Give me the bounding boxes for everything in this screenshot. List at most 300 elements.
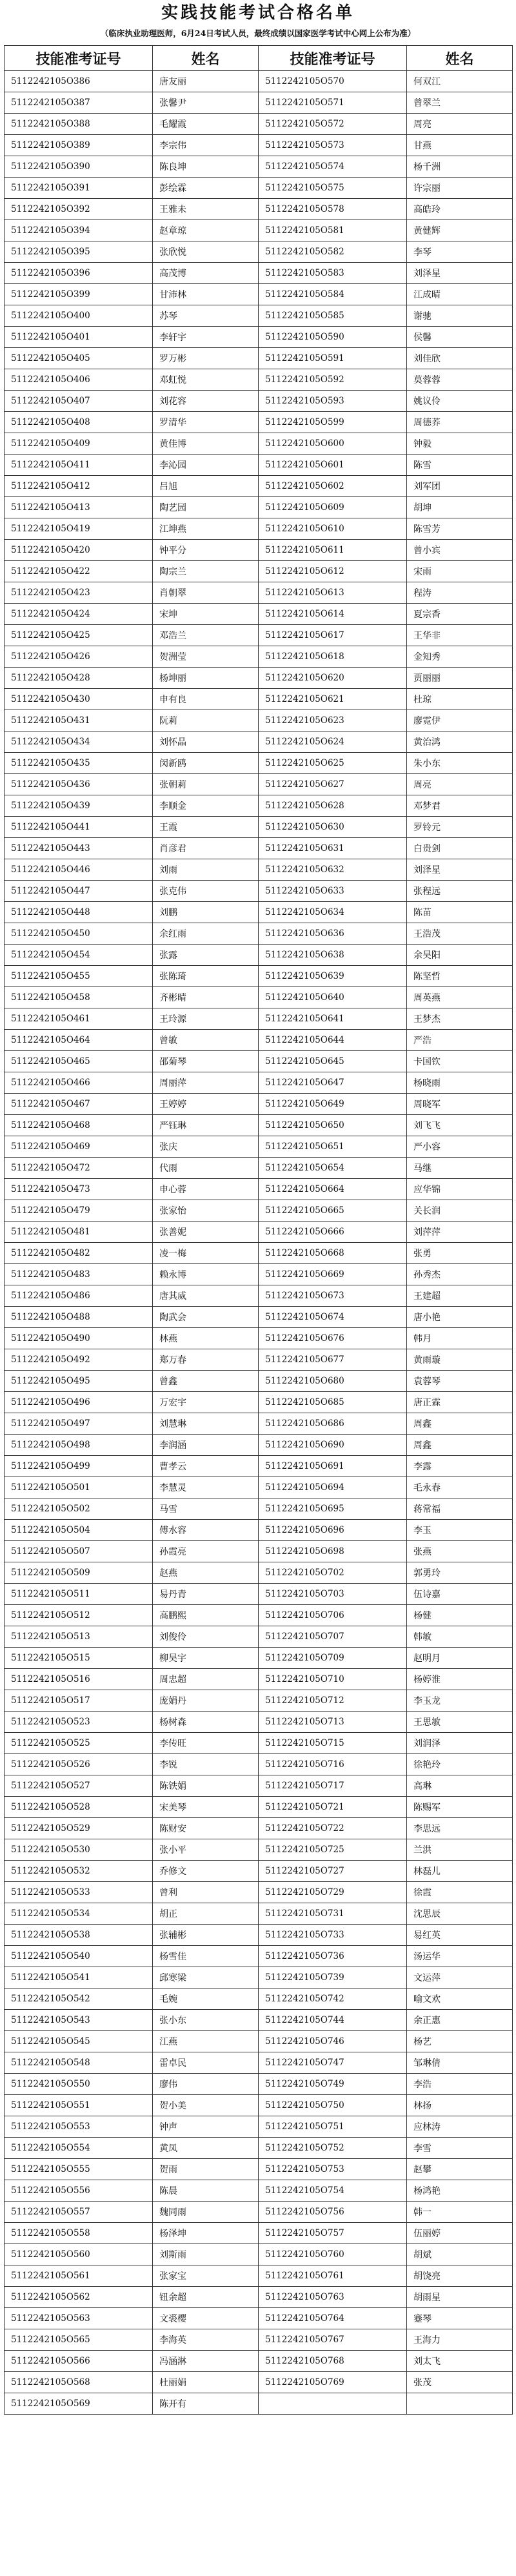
name-cell: 唐小艳 — [407, 1307, 513, 1328]
table-row — [5, 646, 513, 668]
exam-id-cell: 5112242105O614 — [259, 604, 407, 625]
exam-id-cell: 5112242105O450 — [5, 923, 153, 945]
exam-id-cell: 5112242105O465 — [5, 1051, 153, 1072]
table-row — [5, 1222, 513, 1243]
name-cell: 高鹏熙 — [153, 1605, 259, 1626]
name-cell: 郭勇玲 — [407, 1562, 513, 1584]
table-row — [5, 582, 513, 604]
name-cell: 陈良坤 — [153, 156, 259, 178]
page-title: 实践技能考试合格名单 — [161, 3, 355, 23]
exam-id-cell: 5112242105O412 — [5, 476, 153, 497]
exam-id-cell: 5112242105O554 — [5, 2138, 153, 2159]
exam-id-cell: 5112242105O431 — [5, 710, 153, 731]
table-row — [5, 2010, 513, 2031]
exam-id-cell: 5112242105O722 — [259, 1818, 407, 1839]
name-cell: 胡斌 — [407, 2244, 513, 2265]
name-cell: 李琴 — [407, 241, 513, 263]
table-row — [5, 2180, 513, 2202]
exam-id-cell: 5112242105O581 — [259, 220, 407, 241]
name-cell: 刘雨 — [153, 859, 259, 881]
name-cell: 甘燕 — [407, 135, 513, 156]
exam-id-cell: 5112242105O394 — [5, 220, 153, 241]
name-cell: 高琳 — [407, 1775, 513, 1797]
name-cell: 张程远 — [407, 881, 513, 902]
exam-id-cell: 5112242105O617 — [259, 625, 407, 646]
name-cell: 陶宗兰 — [153, 561, 259, 582]
exam-id-cell: 5112242105O548 — [5, 2052, 153, 2074]
exam-id-cell: 5112242105O396 — [5, 263, 153, 284]
exam-id-cell: 5112242105O389 — [5, 135, 153, 156]
name-cell: 李慧灵 — [153, 1477, 259, 1498]
table-row — [5, 625, 513, 646]
table-row — [5, 1712, 513, 1733]
name-cell: 李玉龙 — [407, 1690, 513, 1712]
name-cell: 闵新鸥 — [153, 753, 259, 774]
table-row — [5, 1072, 513, 1094]
name-cell: 白贵剑 — [407, 838, 513, 859]
exam-id-cell: 5112242105O558 — [5, 2223, 153, 2244]
exam-id-cell: 5112242105O568 — [5, 2372, 153, 2393]
exam-id-cell: 5112242105O593 — [259, 391, 407, 412]
name-cell: 凌一梅 — [153, 1243, 259, 1264]
exam-id-cell: 5112242105O473 — [5, 1179, 153, 1200]
table-row — [5, 2329, 513, 2351]
name-cell: 李润涵 — [153, 1435, 259, 1456]
exam-id-cell: 5112242105O534 — [5, 1903, 153, 1925]
exam-id-cell: 5112242105O407 — [5, 391, 153, 412]
column-header-exam-id: 技能准考证号 — [5, 46, 153, 71]
exam-id-cell: 5112242105O645 — [259, 1051, 407, 1072]
name-cell: 黄凤 — [153, 2138, 259, 2159]
table-row — [5, 604, 513, 625]
exam-id-cell: 5112242105O482 — [5, 1243, 153, 1264]
name-cell: 杨泽坤 — [153, 2223, 259, 2244]
exam-id-cell: 5112242105O627 — [259, 774, 407, 795]
exam-id-cell: 5112242105O504 — [5, 1520, 153, 1541]
exam-id-cell: 5112242105O573 — [259, 135, 407, 156]
exam-id-cell: 5112242105O733 — [259, 1925, 407, 1946]
exam-id-cell: 5112242105O434 — [5, 731, 153, 753]
name-cell: 陈雪芳 — [407, 518, 513, 540]
name-cell: 袁蓉琴 — [407, 1371, 513, 1392]
exam-id-cell: 5112242105O640 — [259, 987, 407, 1008]
exam-id-cell: 5112242105O623 — [259, 710, 407, 731]
name-cell: 邹琳倩 — [407, 2052, 513, 2074]
name-cell: 郑万春 — [153, 1349, 259, 1371]
name-cell: 周丽萍 — [153, 1072, 259, 1094]
exam-id-cell: 5112242105O511 — [5, 1584, 153, 1605]
exam-id-cell: 5112242105O756 — [259, 2202, 407, 2223]
exam-id-cell: 5112242105O515 — [5, 1648, 153, 1669]
exam-id-cell: 5112242105O624 — [259, 731, 407, 753]
table-row — [5, 923, 513, 945]
exam-id-cell: 5112242105O592 — [259, 369, 407, 391]
exam-id-cell: 5112242105O767 — [259, 2329, 407, 2351]
name-cell: 陈开有 — [153, 2393, 259, 2415]
name-cell: 高皓玲 — [407, 199, 513, 220]
exam-id-cell: 5112242105O590 — [259, 327, 407, 348]
name-cell: 廖伟 — [153, 2074, 259, 2095]
name-cell: 罗清华 — [153, 412, 259, 433]
exam-id-cell: 5112242105O710 — [259, 1669, 407, 1690]
exam-id-cell: 5112242105O633 — [259, 881, 407, 902]
exam-id-cell: 5112242105O561 — [5, 2265, 153, 2287]
exam-id-cell: 5112242105O685 — [259, 1392, 407, 1413]
name-cell: 周晓军 — [407, 1094, 513, 1115]
table-row — [5, 561, 513, 582]
name-cell: 姚议伶 — [407, 391, 513, 412]
name-cell: 陈苗 — [407, 902, 513, 923]
table-row — [5, 2244, 513, 2265]
exam-id-cell: 5112242105O562 — [5, 2287, 153, 2308]
table-row — [5, 327, 513, 348]
name-cell: 卡国钦 — [407, 1051, 513, 1072]
name-cell: 余红雨 — [153, 923, 259, 945]
name-cell: 高茂博 — [153, 263, 259, 284]
exam-id-cell: 5112242105O747 — [259, 2052, 407, 2074]
table-row — [5, 263, 513, 284]
exam-id-cell: 5112242105O621 — [259, 689, 407, 710]
exam-id-cell: 5112242105O527 — [5, 1775, 153, 1797]
table-row — [5, 1328, 513, 1349]
column-header-name: 姓名 — [407, 46, 513, 71]
exam-id-cell: 5112242105O391 — [5, 178, 153, 199]
exam-id-cell: 5112242105O553 — [5, 2116, 153, 2138]
exam-id-cell: 5112242105O525 — [5, 1733, 153, 1754]
exam-id-cell: 5112242105O483 — [5, 1264, 153, 1285]
table-row — [5, 1136, 513, 1158]
name-cell: 雷卓民 — [153, 2052, 259, 2074]
exam-id-cell: 5112242105O443 — [5, 838, 153, 859]
page-subtitle: （临床执业助理医师，6月24日考试人员，最终成绩以国家医学考试中心网上公布为准） — [100, 28, 416, 38]
name-cell: 王玲源 — [153, 1008, 259, 1030]
exam-id-cell: 5112242105O532 — [5, 1861, 153, 1882]
name-cell: 宋雨 — [407, 561, 513, 582]
exam-id-cell: 5112242105O757 — [259, 2223, 407, 2244]
exam-id-cell: 5112242105O727 — [259, 1861, 407, 1882]
name-cell: 李锐 — [153, 1754, 259, 1775]
exam-id-cell: 5112242105O516 — [5, 1669, 153, 1690]
exam-id-cell: 5112242105O706 — [259, 1605, 407, 1626]
exam-id-cell: 5112242105O529 — [5, 1818, 153, 1839]
exam-id-cell: 5112242105O632 — [259, 859, 407, 881]
exam-id-cell: 5112242105O551 — [5, 2095, 153, 2116]
exam-id-cell: 5112242105O454 — [5, 945, 153, 966]
table-row — [5, 391, 513, 412]
name-cell: 余昊阳 — [407, 945, 513, 966]
name-cell: 赵攀 — [407, 2159, 513, 2180]
exam-id-cell: 5112242105O716 — [259, 1754, 407, 1775]
exam-id-cell: 5112242105O703 — [259, 1584, 407, 1605]
table-row — [5, 689, 513, 710]
exam-id-cell: 5112242105O602 — [259, 476, 407, 497]
exam-id-cell: 5112242105O680 — [259, 1371, 407, 1392]
qualified-list-table — [4, 45, 513, 2415]
exam-id-cell: 5112242105O761 — [259, 2265, 407, 2287]
table-row — [5, 2095, 513, 2116]
exam-id-cell: 5112242105O392 — [5, 199, 153, 220]
table-row — [5, 1584, 513, 1605]
name-cell: 张小东 — [153, 2010, 259, 2031]
exam-id-cell: 5112242105O565 — [5, 2329, 153, 2351]
table-row — [5, 1669, 513, 1690]
exam-id-cell: 5112242105O599 — [259, 412, 407, 433]
table-row — [5, 1094, 513, 1115]
name-cell: 周亮 — [407, 774, 513, 795]
name-cell: 曾利 — [153, 1882, 259, 1903]
exam-id-cell: 5112242105O668 — [259, 1243, 407, 1264]
name-cell: 张茂 — [407, 2372, 513, 2393]
name-cell: 胡坤 — [407, 497, 513, 518]
exam-id-cell: 5112242105O760 — [259, 2244, 407, 2265]
name-cell: 朱小东 — [407, 753, 513, 774]
table-row — [5, 1030, 513, 1051]
name-cell: 钟毅 — [407, 433, 513, 455]
name-cell: 齐彬晴 — [153, 987, 259, 1008]
exam-id-cell: 5112242105O768 — [259, 2351, 407, 2372]
name-cell: 韩敏 — [407, 1626, 513, 1648]
exam-id-cell: 5112242105O612 — [259, 561, 407, 582]
name-cell: 钟声 — [153, 2116, 259, 2138]
name-cell: 魏同雨 — [153, 2202, 259, 2223]
exam-id-cell: 5112242105O426 — [5, 646, 153, 668]
table-row — [5, 1733, 513, 1754]
name-cell: 应华锦 — [407, 1179, 513, 1200]
name-cell: 曹孝云 — [153, 1456, 259, 1477]
exam-id-cell: 5112242105O611 — [259, 540, 407, 561]
name-cell: 柳昊宇 — [153, 1648, 259, 1669]
name-cell: 罗万彬 — [153, 348, 259, 369]
table-row — [5, 2287, 513, 2308]
name-cell: 王思敏 — [407, 1712, 513, 1733]
table-row — [5, 902, 513, 923]
name-cell: 张欣悦 — [153, 241, 259, 263]
table-row — [5, 369, 513, 391]
name-cell: 王梦杰 — [407, 1008, 513, 1030]
name-cell: 刘慧琳 — [153, 1413, 259, 1435]
name-cell: 胡饶亮 — [407, 2265, 513, 2287]
exam-id-cell: 5112242105O749 — [259, 2074, 407, 2095]
name-cell: 刘佳欣 — [407, 348, 513, 369]
table-row — [5, 2074, 513, 2095]
exam-id-cell: 5112242105O690 — [259, 1435, 407, 1456]
exam-id-cell: 5112242105O388 — [5, 114, 153, 135]
name-cell: 贾丽丽 — [407, 668, 513, 689]
name-cell: 严小容 — [407, 1136, 513, 1158]
name-cell: 马雪 — [153, 1498, 259, 1520]
name-cell: 张陈琦 — [153, 966, 259, 987]
name-cell: 李海英 — [153, 2329, 259, 2351]
exam-id-cell: 5112242105O572 — [259, 114, 407, 135]
name-cell: 邓虹悦 — [153, 369, 259, 391]
name-cell: 周鑫 — [407, 1435, 513, 1456]
table-row — [5, 2116, 513, 2138]
name-cell: 邱寒梁 — [153, 1967, 259, 1988]
name-cell: 谢驰 — [407, 305, 513, 327]
table-row — [5, 2372, 513, 2393]
exam-id-cell: 5112242105O571 — [259, 92, 407, 114]
exam-id-cell — [259, 2393, 407, 2415]
name-cell: 江成晴 — [407, 284, 513, 305]
exam-id-cell: 5112242105O446 — [5, 859, 153, 881]
name-cell: 邵菊琴 — [153, 1051, 259, 1072]
table-row — [5, 1051, 513, 1072]
exam-id-cell: 5112242105O501 — [5, 1477, 153, 1498]
exam-id-cell: 5112242105O422 — [5, 561, 153, 582]
name-cell: 赵明月 — [407, 1648, 513, 1669]
name-cell: 刘太飞 — [407, 2351, 513, 2372]
exam-id-cell: 5112242105O677 — [259, 1349, 407, 1371]
name-cell: 林磊儿 — [407, 1861, 513, 1882]
exam-id-cell: 5112242105O563 — [5, 2308, 153, 2329]
exam-id-cell: 5112242105O630 — [259, 817, 407, 838]
table-row — [5, 178, 513, 199]
exam-id-cell: 5112242105O481 — [5, 1222, 153, 1243]
exam-id-cell: 5112242105O739 — [259, 1967, 407, 1988]
name-cell: 贺雨 — [153, 2159, 259, 2180]
column-header-name: 姓名 — [153, 46, 259, 71]
exam-id-cell: 5112242105O530 — [5, 1839, 153, 1861]
name-cell: 彭绘霖 — [153, 178, 259, 199]
table-row — [5, 1903, 513, 1925]
name-cell: 李浩 — [407, 2074, 513, 2095]
exam-id-cell: 5112242105O406 — [5, 369, 153, 391]
name-cell: 徐霞 — [407, 1882, 513, 1903]
exam-id-cell: 5112242105O405 — [5, 348, 153, 369]
exam-id-cell: 5112242105O413 — [5, 497, 153, 518]
table-row — [5, 1541, 513, 1562]
exam-id-cell: 5112242105O721 — [259, 1797, 407, 1818]
exam-id-cell: 5112242105O600 — [259, 433, 407, 455]
table-row — [5, 1797, 513, 1818]
exam-id-cell: 5112242105O523 — [5, 1712, 153, 1733]
name-cell: 张馨尹 — [153, 92, 259, 114]
name-cell: 张勇 — [407, 1243, 513, 1264]
exam-id-cell: 5112242105O709 — [259, 1648, 407, 1669]
exam-id-cell: 5112242105O591 — [259, 348, 407, 369]
name-cell: 江燕 — [153, 2031, 259, 2052]
table-row — [5, 2265, 513, 2287]
name-cell: 严钰琳 — [153, 1115, 259, 1136]
exam-id-cell: 5112242105O754 — [259, 2180, 407, 2202]
table-row — [5, 1392, 513, 1413]
exam-id-cell: 5112242105O715 — [259, 1733, 407, 1754]
exam-id-cell: 5112242105O528 — [5, 1797, 153, 1818]
exam-id-cell: 5112242105O495 — [5, 1371, 153, 1392]
name-cell: 杜琼 — [407, 689, 513, 710]
exam-id-cell: 5112242105O613 — [259, 582, 407, 604]
table-row — [5, 1435, 513, 1456]
exam-id-cell: 5112242105O575 — [259, 178, 407, 199]
exam-id-cell: 5112242105O644 — [259, 1030, 407, 1051]
name-cell: 应林涛 — [407, 2116, 513, 2138]
name-cell: 周鑫 — [407, 1413, 513, 1435]
exam-id-cell: 5112242105O526 — [5, 1754, 153, 1775]
name-cell: 陈铁娟 — [153, 1775, 259, 1797]
name-cell: 胡正 — [153, 1903, 259, 1925]
table-row — [5, 114, 513, 135]
exam-id-cell: 5112242105O694 — [259, 1477, 407, 1498]
table-row — [5, 668, 513, 689]
exam-id-cell: 5112242105O498 — [5, 1435, 153, 1456]
exam-id-cell: 5112242105O420 — [5, 540, 153, 561]
table-row — [5, 220, 513, 241]
table-row — [5, 1818, 513, 1839]
name-cell: 黄健辉 — [407, 220, 513, 241]
name-cell: 贺小美 — [153, 2095, 259, 2116]
name-cell: 刘俊伶 — [153, 1626, 259, 1648]
exam-id-cell: 5112242105O673 — [259, 1285, 407, 1307]
table-row — [5, 305, 513, 327]
exam-id-cell: 5112242105O455 — [5, 966, 153, 987]
name-cell: 邓浩兰 — [153, 625, 259, 646]
exam-id-cell: 5112242105O578 — [259, 199, 407, 220]
table-row — [5, 2351, 513, 2372]
name-cell: 杨雪佳 — [153, 1946, 259, 1967]
exam-id-cell: 5112242105O736 — [259, 1946, 407, 1967]
name-cell: 傅水容 — [153, 1520, 259, 1541]
exam-id-cell: 5112242105O638 — [259, 945, 407, 966]
exam-id-cell: 5112242105O390 — [5, 156, 153, 178]
name-cell: 关长润 — [407, 1200, 513, 1222]
table-row — [5, 2223, 513, 2244]
name-cell: 乔修文 — [153, 1861, 259, 1882]
name-cell: 徐艳玲 — [407, 1754, 513, 1775]
table-row — [5, 1200, 513, 1222]
table-row — [5, 1861, 513, 1882]
name-cell: 沈思辰 — [407, 1903, 513, 1925]
name-cell: 宋坤 — [153, 604, 259, 625]
name-cell: 陈晨 — [153, 2180, 259, 2202]
exam-id-cell: 5112242105O560 — [5, 2244, 153, 2265]
name-cell: 张善妮 — [153, 1222, 259, 1243]
exam-id-cell: 5112242105O620 — [259, 668, 407, 689]
exam-id-cell: 5112242105O466 — [5, 1072, 153, 1094]
exam-id-cell: 5112242105O419 — [5, 518, 153, 540]
exam-id-cell: 5112242105O497 — [5, 1413, 153, 1435]
exam-id-cell: 5112242105O499 — [5, 1456, 153, 1477]
name-cell: 冯涵淋 — [153, 2351, 259, 2372]
table-row — [5, 241, 513, 263]
name-cell: 李露 — [407, 1456, 513, 1477]
exam-id-cell: 5112242105O636 — [259, 923, 407, 945]
name-cell: 刘花容 — [153, 391, 259, 412]
exam-id-cell: 5112242105O538 — [5, 1925, 153, 1946]
name-cell: 杨坤丽 — [153, 668, 259, 689]
exam-id-cell: 5112242105O408 — [5, 412, 153, 433]
name-cell: 韩一 — [407, 2202, 513, 2223]
exam-id-cell: 5112242105O666 — [259, 1222, 407, 1243]
table-row — [5, 710, 513, 731]
exam-id-cell: 5112242105O729 — [259, 1882, 407, 1903]
exam-id-cell: 5112242105O717 — [259, 1775, 407, 1797]
name-cell: 刘鹏 — [153, 902, 259, 923]
table-row — [5, 1605, 513, 1626]
exam-id-cell: 5112242105O752 — [259, 2138, 407, 2159]
name-cell: 赵燕 — [153, 1562, 259, 1584]
exam-id-cell: 5112242105O610 — [259, 518, 407, 540]
table-row — [5, 1115, 513, 1136]
table-row — [5, 540, 513, 561]
exam-id-cell: 5112242105O566 — [5, 2351, 153, 2372]
exam-id-cell: 5112242105O436 — [5, 774, 153, 795]
table-row — [5, 1690, 513, 1712]
exam-id-cell: 5112242105O425 — [5, 625, 153, 646]
name-cell: 张露 — [153, 945, 259, 966]
name-cell: 周忠超 — [153, 1669, 259, 1690]
name-cell: 曾鑫 — [153, 1371, 259, 1392]
name-cell: 黄雨璇 — [407, 1349, 513, 1371]
